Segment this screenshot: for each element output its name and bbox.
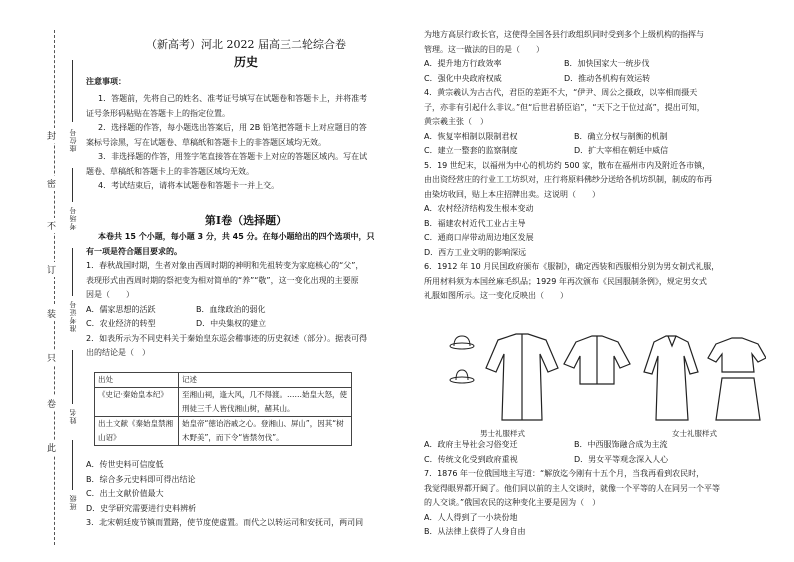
question-7-text: 我觉得眼界都开阔了。他们同以前的主人交谈时，就像一个平等的人在同另一个平等 <box>424 483 720 493</box>
question-2-text: 出的结论是（ ） <box>86 348 150 357</box>
option: D．中央集权的建立 <box>196 319 267 328</box>
option: C．出土文献价值最大 <box>86 489 164 498</box>
option: B．中西服饰融合成为主流 <box>574 440 668 449</box>
option: B．确立分权与制衡的机制 <box>574 131 668 141</box>
question-3-text: 为地方高层行政长官，这使得全国各县行政组织同时受到多个上级机构的指挥与 <box>424 30 704 39</box>
option: C．强化中央政府权威 <box>424 73 502 83</box>
option: C．传统文化受到政府重视 <box>424 454 518 464</box>
right-upper-block <box>424 28 772 304</box>
question-5-text: 由出资经营庄的行业工工坊织对，庄行将原料佛纱分送给各机坊织制，制成的布再 <box>424 175 712 184</box>
section-intro: 有一项是符合题目要求的。 <box>86 246 182 256</box>
option: D．扩大宰相在朝廷中威信 <box>574 146 669 155</box>
table-cell: 至湘山祠，逢大风，几不得渡。……始皇大怒，使刑徒三千人皆伐湘山树，赭其山。 <box>179 388 352 417</box>
notice-line: 案标号涂黑，写在试题卷、草稿纸和答题卡上的非答题区域均无效。 <box>86 137 326 147</box>
option: B．从法律上获得了人身自由 <box>424 527 526 536</box>
room-number-line <box>72 168 73 202</box>
notice-block <box>86 92 406 194</box>
binding-strip <box>0 0 80 562</box>
female-jacket-icon <box>708 338 766 420</box>
binding-char: 只 <box>47 350 56 365</box>
question-2-text: 2．如表所示为不同史料关于秦始皇东巡会稽事迹的历史叙述（部分）。据表可得 <box>86 333 368 343</box>
exam-subject: 历史 <box>233 55 258 69</box>
clothing-figures <box>436 332 766 438</box>
question-4-options <box>424 130 772 145</box>
question-3-options <box>424 57 772 72</box>
binding-char: 封 <box>47 128 56 143</box>
binding-char: 不 <box>47 218 56 233</box>
option: D．西方工业文明的影响深远 <box>424 247 527 257</box>
female-dress-icon <box>644 336 698 420</box>
question-7-text: 的人交谈。”俄国农民的这种变化主要是因为（ ） <box>424 498 601 507</box>
option: A．农村经济结构发生根本变动 <box>424 204 534 213</box>
option: B．福建农村近代工业占主导 <box>424 218 526 228</box>
question-4-text: 黄宗羲主张（ ） <box>424 117 488 126</box>
question-6-text: 所用材料须为本国丝麻毛织品；1929 年再次颁布《民国服制条例》，规定男女式 <box>424 276 707 286</box>
option: A．恢复宰相制以限制君权 <box>424 131 518 141</box>
question-7-text: 7．1876 年一位俄国地主写道：“解放迄今刚有十五个月，当我再看到农民时， <box>424 469 705 478</box>
male-gown-icon <box>486 334 558 420</box>
binding-char: 密 <box>47 176 56 191</box>
question-3-text: 管理。这一做法的目的是（ ） <box>424 44 544 54</box>
question-5-text: 5．19 世纪末，以福州为中心的机坊约 500 家，散布在福州市内及附近各市镇， <box>424 160 711 170</box>
table-cell: 始皇帝“徳诒浴戚之心。登湘山、屏山”，因其“树木野美”，而下令“皆禁勿伐”。 <box>179 417 352 446</box>
right-lower-block <box>424 438 772 540</box>
question-5-text: 由染坊收回，贴上本庄招牌出卖。这说明（ ） <box>424 189 600 199</box>
question-6-options <box>424 438 772 453</box>
male-caption: 男士礼服样式 <box>480 429 525 438</box>
table-header: 记述 <box>179 373 352 388</box>
question-1-options <box>86 317 406 332</box>
option: A．提升地方行政效率 <box>424 59 502 68</box>
question-2-options <box>86 458 406 531</box>
option: C．农业经济的转型 <box>86 319 156 328</box>
name-line <box>72 350 73 404</box>
class-label: 班级 <box>69 494 77 510</box>
binding-char: 卷 <box>47 396 56 411</box>
source-table <box>94 372 352 446</box>
question-6-text: 6．1912 年 10 月民国政府颁布《服制》，确定西装和西服相分别为男女制式礼服， <box>424 262 720 271</box>
question-3-text: 3．北宋朝廷废节镇而置路，使节度使虚置。而代之以转运司和安抚司，两司同 <box>86 518 364 527</box>
option: A．人人得到了一小块份地 <box>424 512 518 522</box>
option: B．血缘政治的弱化 <box>196 304 266 314</box>
room-number-label: 考场号 <box>69 206 77 230</box>
hat-icon <box>450 336 474 383</box>
question-6-text: 礼服如图所示。这一变化反映出（ ） <box>424 291 568 300</box>
question-4-options <box>424 144 772 159</box>
female-caption: 女士礼服样式 <box>672 429 717 438</box>
option: A．儒家思想的活跃 <box>86 304 156 314</box>
notice-line: 1．答题前，先将自己的姓名、准考证号填写在试题卷和答题卡上，并将准考 <box>98 94 368 103</box>
class-line <box>72 440 73 490</box>
option: D．男女平等观念深入人心 <box>574 454 669 464</box>
option: C．通商口岸带动周边地区发展 <box>424 233 534 242</box>
binding-char: 订 <box>47 262 56 277</box>
question-4-text: 子，亦非有引起什么非议。”但“后世君骄臣谄”，“天下之于位过高”，提出可知， <box>424 102 705 112</box>
seat-number-label: 座位号 <box>69 128 77 152</box>
option: A．政府主导社会习俗变迁 <box>424 440 518 449</box>
option: C．建立一整套的监察制度 <box>424 146 518 155</box>
ticket-number-label: 准考证号 <box>69 300 77 332</box>
table-row <box>95 388 352 417</box>
clothing-illustration <box>436 332 766 424</box>
binding-char: 此 <box>47 440 56 455</box>
question-4-text: 4．黄宗羲认为古古代，君臣的差距不大，“伊尹、周公之摄政，以宰相而摄天 <box>424 88 698 97</box>
notice-line: 证号条形码粘贴在答题卡上的指定位置。 <box>86 108 230 118</box>
question-1-text: 表现形式由西周时期的祭祀变为相对简单的“养”“敬”，这一变化出现的主要原 <box>86 275 359 285</box>
option: B．综合多元史料即可得出结论 <box>86 474 196 484</box>
option: B．加快国家大一统步伐 <box>564 59 650 68</box>
name-label: 姓名 <box>69 408 77 424</box>
section-body <box>86 230 406 361</box>
table-row <box>95 417 352 446</box>
option: D．史学研究需要进行史料辨析 <box>86 503 197 513</box>
exam-title: （新高考）河北 2022 届高三二轮综合卷 <box>146 38 346 51</box>
question-1-options <box>86 303 406 318</box>
question-1-text: 因是（ ） <box>86 290 134 299</box>
notice-line: 2．选择题的作答，每小题选出答案后，用 2B 铅笔把答题卡上对应题目的答 <box>98 123 367 132</box>
binding-dashed-line <box>54 30 55 545</box>
notice-heading: 注意事项： <box>86 77 126 86</box>
question-1-text: 1．春秋战国时期，生者对象由西周时期的神明和先祖转变为家庭核心的“父”， <box>86 261 364 270</box>
section-intro: 本卷共 15 个小题，每小题 3 分，共 45 分。在每小题给出的四个选项中，只 <box>98 232 375 241</box>
option: D．推动各机构有效运转 <box>564 73 651 83</box>
question-6-options <box>424 453 772 468</box>
seat-number-line <box>72 60 73 122</box>
section-title: 第Ⅰ卷（选择题） <box>204 214 288 227</box>
option: A．传世史料可信度低 <box>86 460 164 469</box>
table-cell: 出土文献《秦始皇禁湘山诏》 <box>95 417 179 446</box>
ticket-number-line <box>72 248 73 296</box>
binding-char: 装 <box>47 306 56 321</box>
table-header: 出处 <box>95 373 179 388</box>
notice-line: 3．非选择题的作答，用签字笔直接答在答题卡上对应的答题区域内。写在试 <box>98 152 368 161</box>
male-jacket-icon <box>564 336 630 384</box>
question-3-options <box>424 72 772 87</box>
table-cell: 《史记·秦始皇本纪》 <box>95 388 179 417</box>
notice-line: 题卷、草稿纸和答题卡上的非答题区域均无效。 <box>86 166 254 176</box>
notice-line: 4．考试结束后，请将本试题卷和答题卡一并上交。 <box>98 181 280 190</box>
